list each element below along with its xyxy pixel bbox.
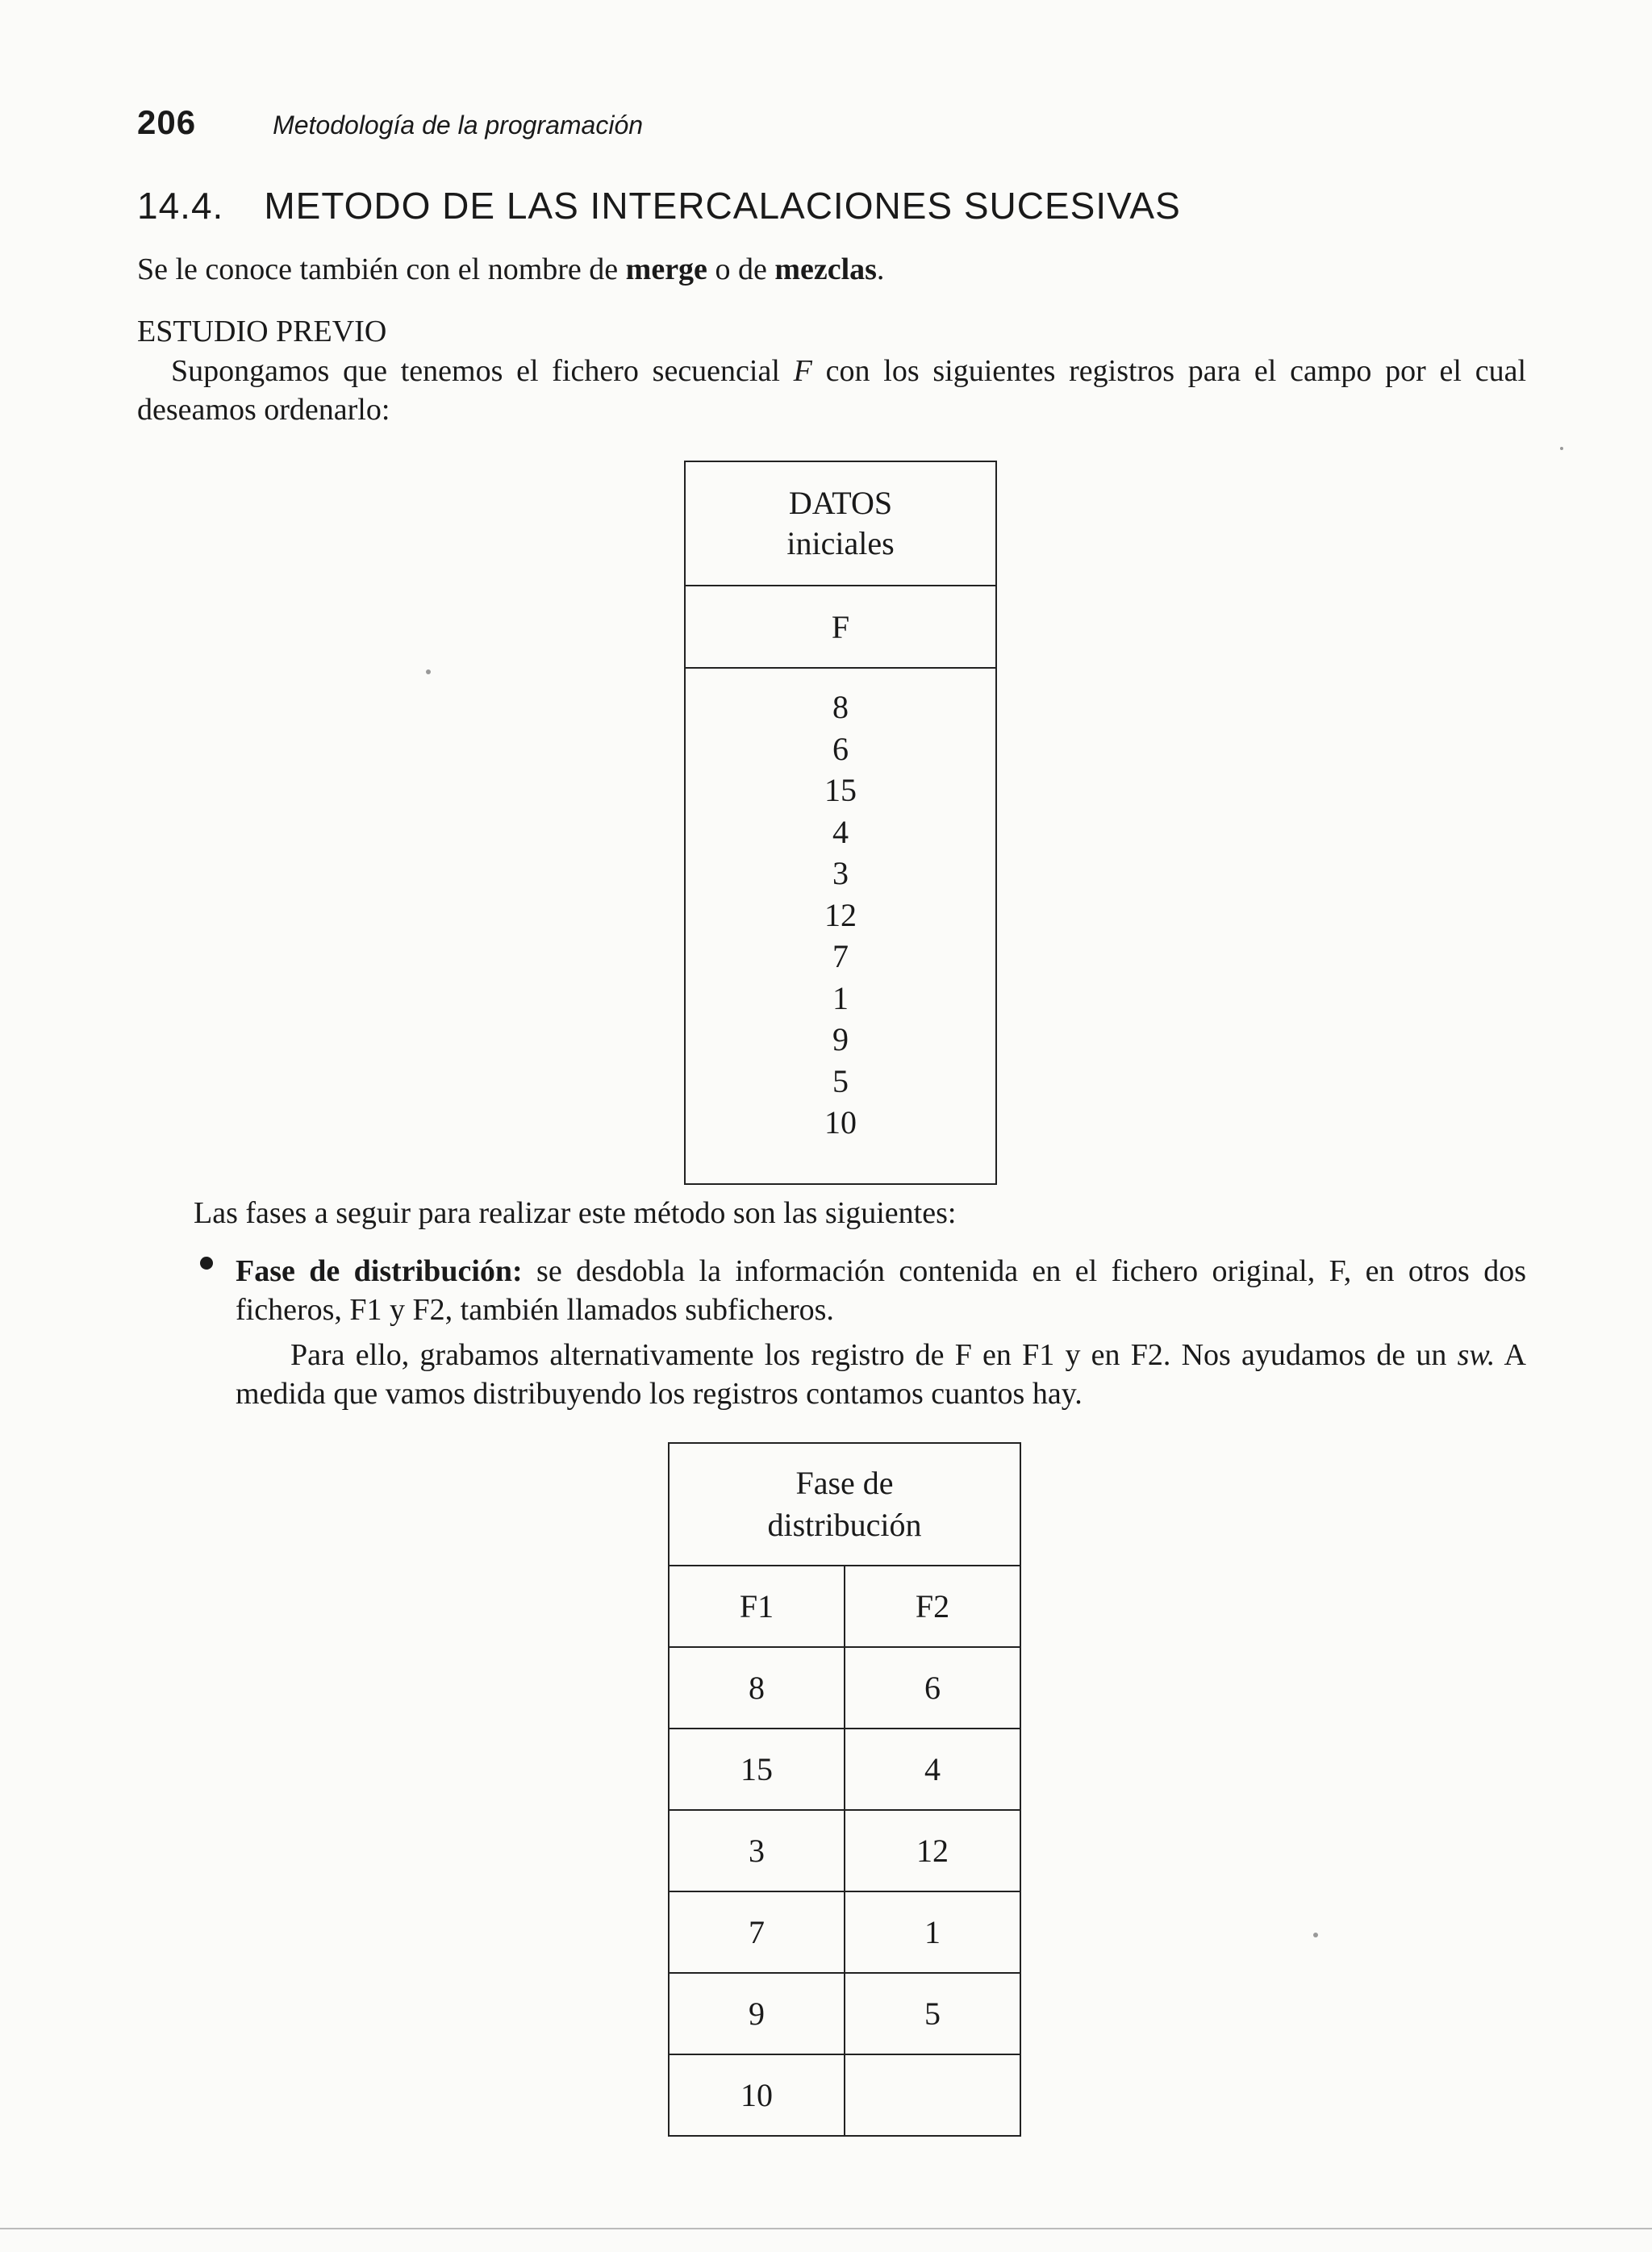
table-row xyxy=(669,2054,1020,2136)
section-title: METODO DE LAS INTERCALACIONES SUCESIVAS xyxy=(264,185,1181,227)
cell-f1: 7 xyxy=(669,1891,845,1973)
distribution-title-line2: distribución xyxy=(767,1507,922,1543)
subheading: ESTUDIO PREVIO xyxy=(137,315,387,348)
distribution-title-line1: Fase de xyxy=(795,1465,894,1501)
running-title: Metodología de la programación xyxy=(273,111,644,140)
study-paragraph xyxy=(137,352,1526,429)
table-row xyxy=(669,1973,1020,2054)
file-name-f: F xyxy=(793,354,812,388)
intro-text: Se le conoce también con el nombre de xyxy=(137,252,626,286)
table-row xyxy=(669,1729,1020,1810)
term-fase-distribucion: Fase de distribución: xyxy=(236,1254,523,1288)
column-header-f1: F1 xyxy=(669,1566,845,1647)
term-merge: merge xyxy=(625,252,707,286)
intro-text-middle: o de xyxy=(707,252,775,286)
bullet-point xyxy=(200,1257,213,1270)
value-item: 9 xyxy=(832,1021,849,1057)
initial-table-title xyxy=(685,461,996,586)
value-item: 4 xyxy=(832,813,849,850)
initial-column-header: F xyxy=(685,586,996,668)
distribution-paragraph xyxy=(236,1336,1526,1413)
cell-f2: 4 xyxy=(845,1729,1020,1810)
intro-paragraph xyxy=(137,250,884,289)
study-text-end: con los siguientes registros para el campo por el cual deseamos ordenarlo: xyxy=(137,354,1527,427)
table-row xyxy=(669,1891,1020,1973)
page-bottom-edge xyxy=(0,2228,1652,2229)
scan-speck xyxy=(426,669,431,674)
value-item: 6 xyxy=(832,730,849,767)
term-sw: sw. xyxy=(1457,1338,1496,1372)
distribution-table-title xyxy=(669,1443,1020,1566)
distribution-text: Para ello, grabamos alternativamente los registro de F en F1 y en F2. Nos ayudamos de un xyxy=(290,1338,1458,1372)
cell-f2: 6 xyxy=(845,1647,1020,1729)
cell-f2 xyxy=(845,2054,1020,2136)
distribution-table xyxy=(668,1442,1021,2137)
table-row xyxy=(669,1647,1020,1729)
cell-f1: 15 xyxy=(669,1729,845,1810)
distribution-bullet-text xyxy=(236,1252,1526,1329)
cell-f2: 5 xyxy=(845,1973,1020,2054)
cell-f1: 10 xyxy=(669,2054,845,2136)
intro-text-end: . xyxy=(876,252,885,286)
cell-f1: 9 xyxy=(669,1973,845,2054)
page-number: 206 xyxy=(137,103,197,141)
section-number: 14.4. xyxy=(137,185,224,227)
distribution-bullet-body: se desdobla la información contenida en el fichero original, F, en otros dos ficheros, F1 y F2, también llamados subficheros. xyxy=(236,1254,1526,1327)
distribution-header-row xyxy=(669,1566,1020,1647)
cell-f2: 12 xyxy=(845,1810,1020,1891)
value-item: 3 xyxy=(832,855,849,891)
value-item: 7 xyxy=(832,938,849,974)
initial-title-line1: DATOS xyxy=(788,485,893,521)
section-heading xyxy=(137,184,1181,227)
initial-data-table xyxy=(684,461,997,1185)
value-item: 15 xyxy=(824,772,857,808)
scan-speck xyxy=(1313,1933,1318,1937)
value-item: 1 xyxy=(832,979,849,1016)
column-header-f2: F2 xyxy=(845,1566,1020,1647)
cell-f2: 1 xyxy=(845,1891,1020,1973)
study-text: Supongamos que tenemos el fichero secuencial xyxy=(171,354,794,388)
table-row xyxy=(669,1810,1020,1891)
term-mezclas: mezclas xyxy=(774,252,877,286)
value-item: 12 xyxy=(824,896,857,933)
value-item: 8 xyxy=(832,689,849,725)
distribution-text-end: A medida que vamos distribuyendo los registros contamos cuantos hay. xyxy=(236,1338,1526,1411)
cell-f1: 8 xyxy=(669,1647,845,1729)
initial-values-cell xyxy=(685,668,996,1184)
cell-f1: 3 xyxy=(669,1810,845,1891)
scan-speck xyxy=(1560,447,1563,450)
value-item: 10 xyxy=(824,1104,857,1141)
running-header xyxy=(137,103,643,142)
value-item: 5 xyxy=(832,1062,849,1099)
phases-intro: Las fases a seguir para realizar este método son las siguientes: xyxy=(194,1196,957,1230)
initial-title-line2: iniciales xyxy=(786,525,895,561)
